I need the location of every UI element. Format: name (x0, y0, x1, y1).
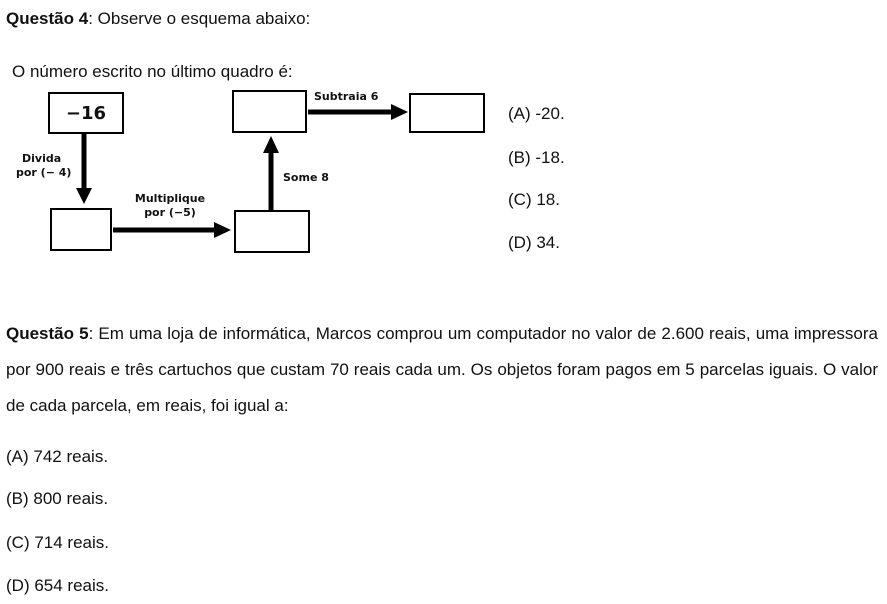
label-multiply (128, 192, 212, 220)
q5-text: : Em uma loja de informática, Marcos comprou um computador no valor de 2.600 reais, uma impressora por 900 reais e três cartuchos que custam 70 reais cada um. Os objetos foram pagos em 5 parcelas iguais. O valor de cada parcela, em reais, foi igual a: (6, 324, 878, 415)
q5-label: Questão 5 (6, 324, 89, 343)
box-start (48, 92, 124, 134)
q4-option-b: (B) -18. (508, 148, 565, 167)
label-multiply-line1: Multiplique (134, 192, 206, 205)
q5-option-b: (B) 800 reais. (6, 489, 109, 508)
label-add: Some 8 (283, 171, 329, 184)
box-step3 (232, 90, 307, 133)
box-start-value: −16 (65, 102, 107, 124)
label-divide-line1: Divida (22, 152, 62, 165)
arrow-up-head (263, 136, 279, 153)
q4-label: Questão 4 (6, 9, 89, 28)
box-final (409, 93, 485, 133)
q5-option-d: (D) 654 reais. (6, 576, 109, 595)
q4-option-a: (A) -20. (508, 104, 565, 123)
label-multiply-line2: por (−5) (144, 206, 196, 219)
q5-option-c: (C) 714 reais. (6, 533, 109, 552)
box-step2 (234, 210, 310, 253)
q4-text: : Observe o esquema abaixo: (88, 9, 311, 28)
label-divide (16, 152, 72, 180)
q4-option-c: (C) 18. (508, 190, 560, 209)
label-divide-line2: por (− 4) (16, 166, 72, 179)
arrow-right-1-head (214, 222, 231, 238)
arrow-down-head (76, 188, 92, 204)
q4-prompt: O número escrito no último quadro é: (12, 62, 293, 81)
box-step1 (50, 208, 112, 251)
q5-paragraph (6, 316, 878, 424)
arrow-right-2-head (391, 104, 408, 120)
q5-option-a: (A) 742 reais. (6, 447, 109, 466)
label-subtract: Subtraia 6 (314, 90, 379, 103)
q4-option-d: (D) 34. (508, 233, 560, 252)
